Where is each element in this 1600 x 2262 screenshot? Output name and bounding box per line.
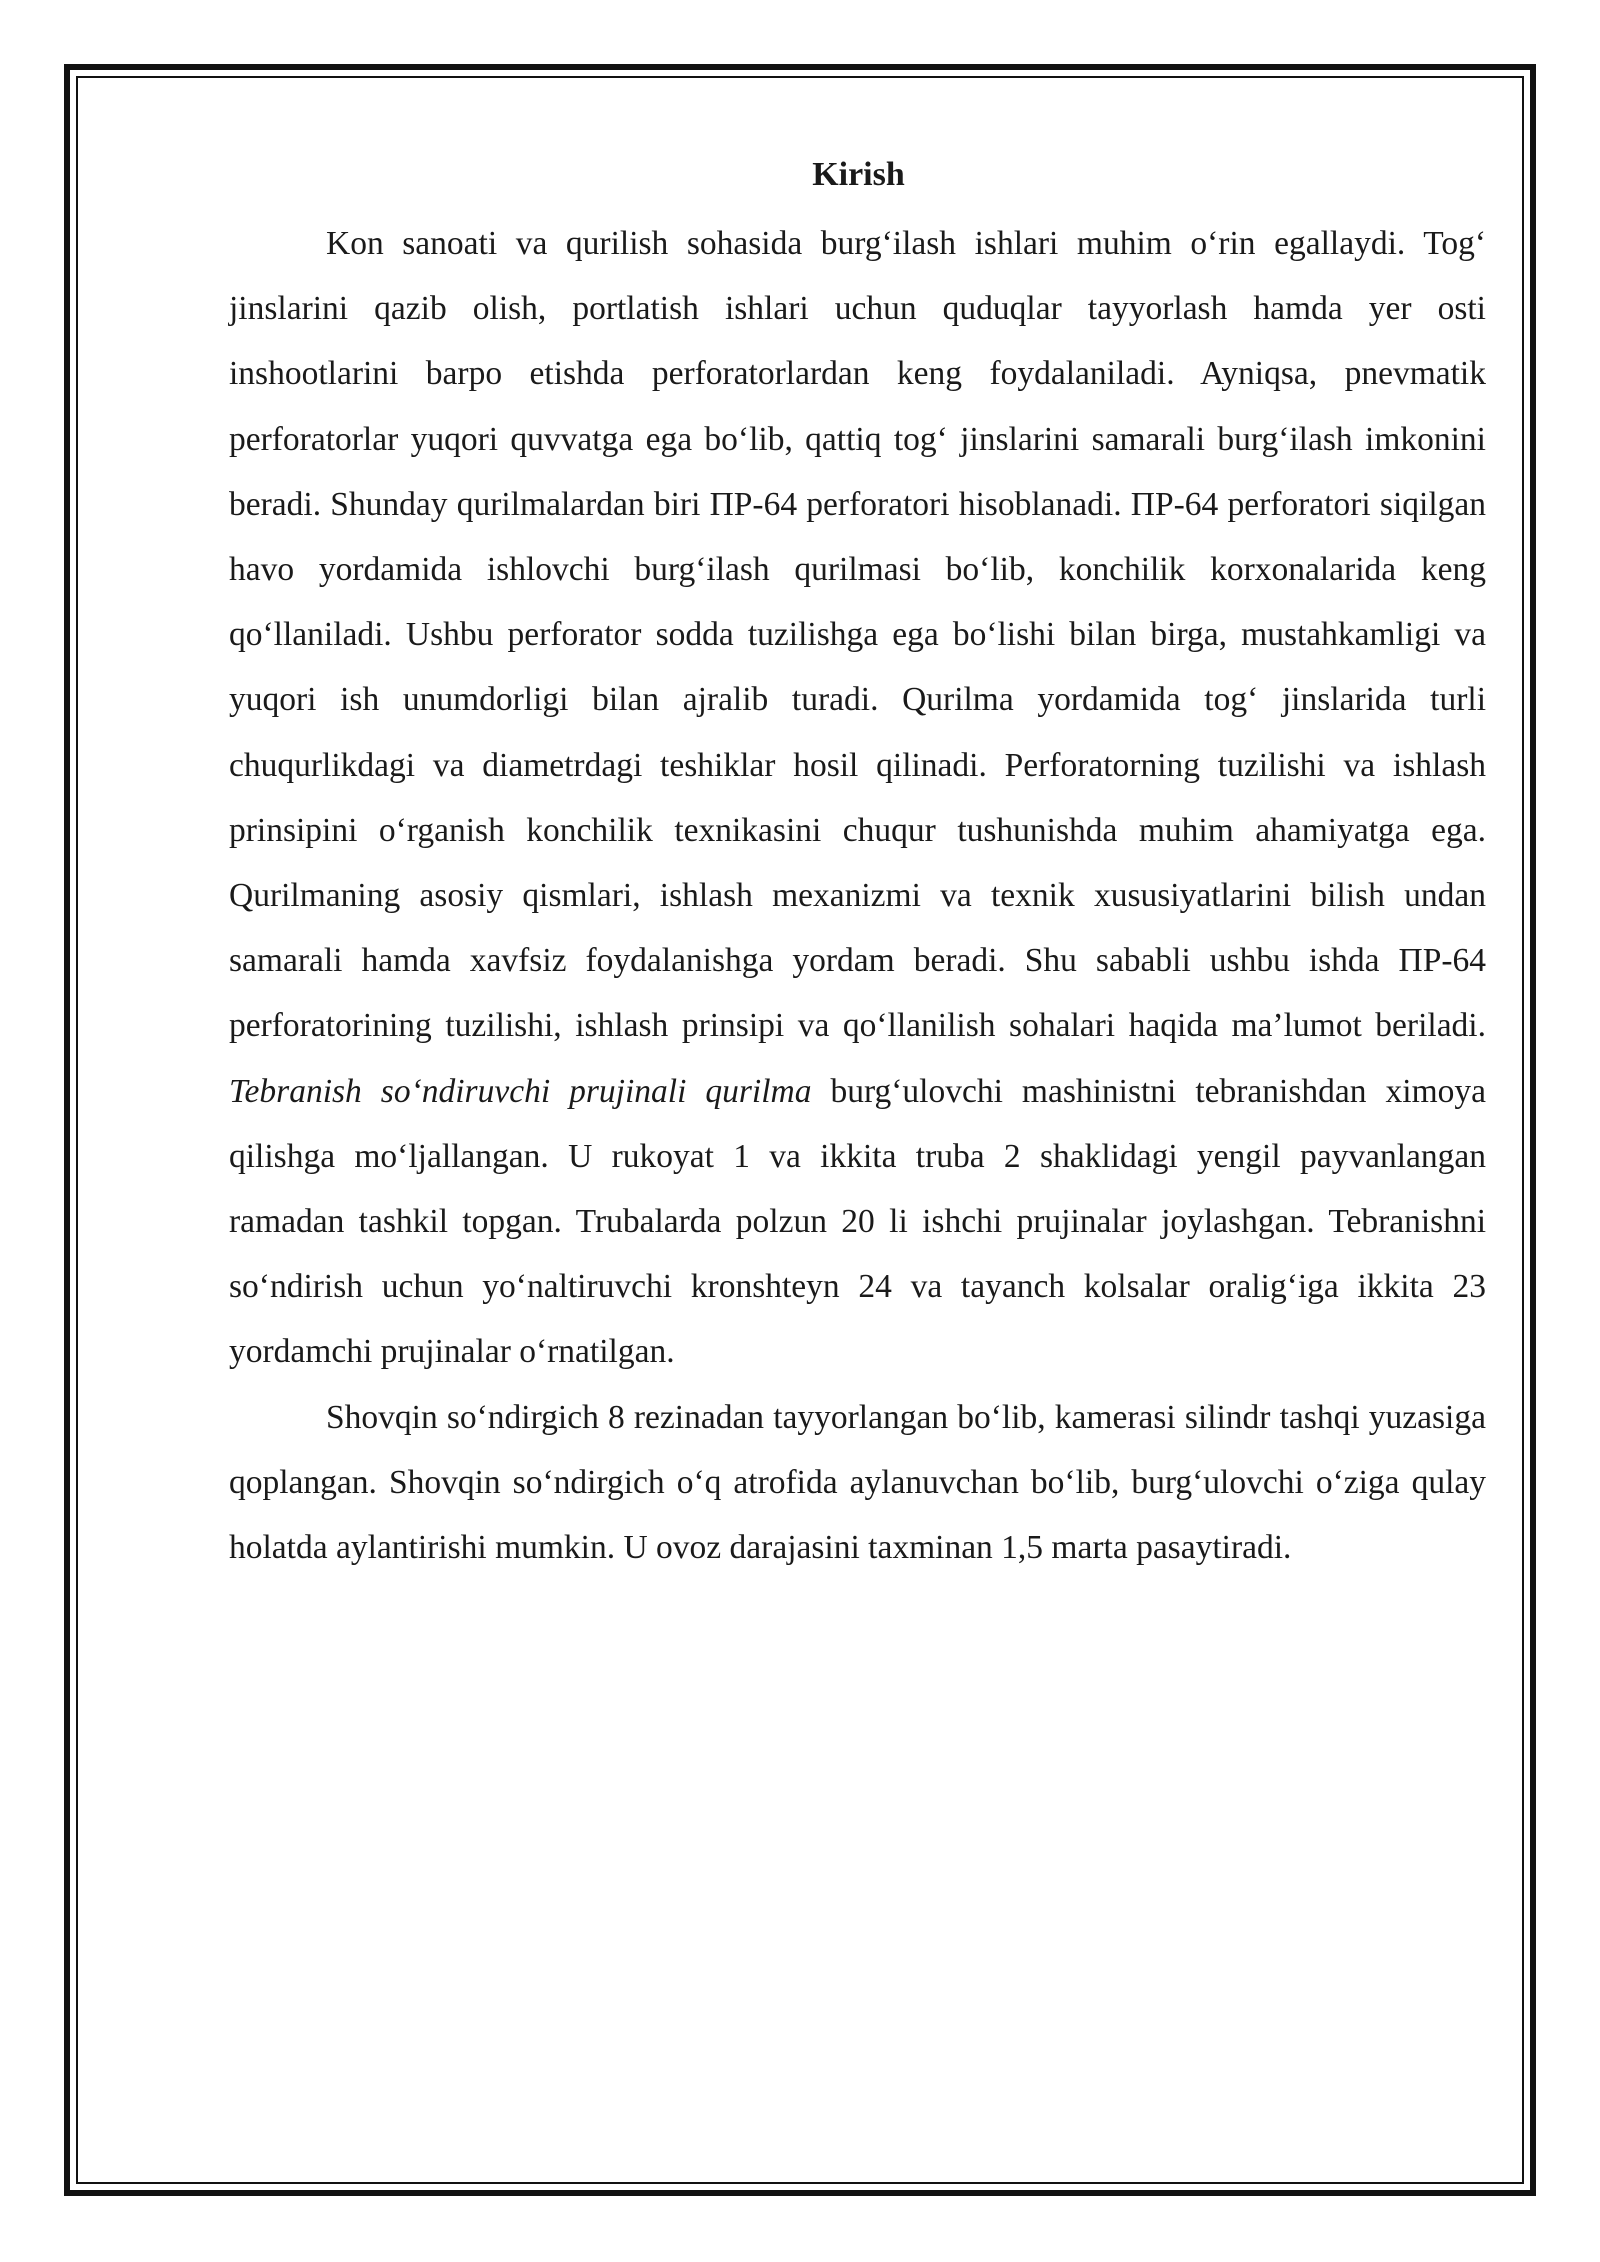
paragraph-2: Shovqin so‘ndirgich 8 rezinadan tayyorlangan bo‘lib, kamerasi silindr tashqi yuzasiga qoplangan. Shovqin so‘ndirgich o‘q atrofida aylanuvchan bo‘lib, burg‘ulovchi o‘ziga qulay holatda aylantirishi mumkin. U ovoz darajasini taxminan 1,5 marta pasaytiradi. <box>229 1398 1486 1567</box>
paragraph-1-text-start: Kon sanoati va qurilish sohasida burg‘ilash ishlari muhim o‘rin egallaydi. Tog‘ jinslarini qazib olish, portlatish ishlari uchun quduqlar tayyorlash hamda yer osti inshootlarini barpo etishda perforatorlardan keng foydalaniladi. Ayniqsa, pnevmatik perforatorlar yuqori quvvatga ega bo‘lib, qattiq tog‘ jinslarini samarali burg‘ilash imkonini beradi. Shunday qurilmalardan biri ПР-64 perforatori hisoblanadi. ПР-64 perforatori siqilgan havo yordamida ishlovchi burg‘ilash qurilmasi bo‘lib, konchilik korxonalarida keng qo‘llaniladi. Ushbu perforator sodda tuzilishga ega bo‘lishi bilan birga, mustahkamligi va yuqori ish unumdorligi bilan ajralib turadi. Qurilma yordamida tog‘ jinslarida turli chuqurlikdagi va diametrdagi teshiklar hosil qilinadi. Perforatorning tuzilishi va ishlash prinsipini o‘rganish konchilik texnikasini chuqur tushunishda muhim ahamiyatga ega. Qurilmaning asosiy qismlari, ishlash mexanizmi va texnik xususiyatlarini bilish undan samarali hamda xavfsiz foydalanishga yordam beradi. Shu sababli ushbu ishda ПР-64 perforatorining tuzilishi, ishlash prinsipi va qo‘llanilish sohalari haqida ma’lumot beriladi. <box>229 225 1486 1045</box>
paragraph-1-italic-term: Tebranish so‘ndiruvchi prujinali qurilma <box>229 1072 812 1110</box>
page-content <box>229 145 1486 1580</box>
paragraph-1 <box>229 211 1486 1385</box>
paragraph-1-text-end: burg‘ulovchi mashinistni tebranishdan ximoya qilishga mo‘ljallangan. U rukoyat 1 va ikkita truba 2 shaklidagi yengil payvanlangan ramadan tashkil topgan. Trubalarda polzun 20 li ishchi prujinalar joylashgan. Tebranishni so‘ndirish uchun yo‘naltiruvchi kronshteyn 24 va tayanch kolsalar oralig‘iga ikkita 23 yordamchi prujinalar o‘rnatilgan. <box>229 1072 1486 1371</box>
section-title: Kirish <box>812 156 905 193</box>
